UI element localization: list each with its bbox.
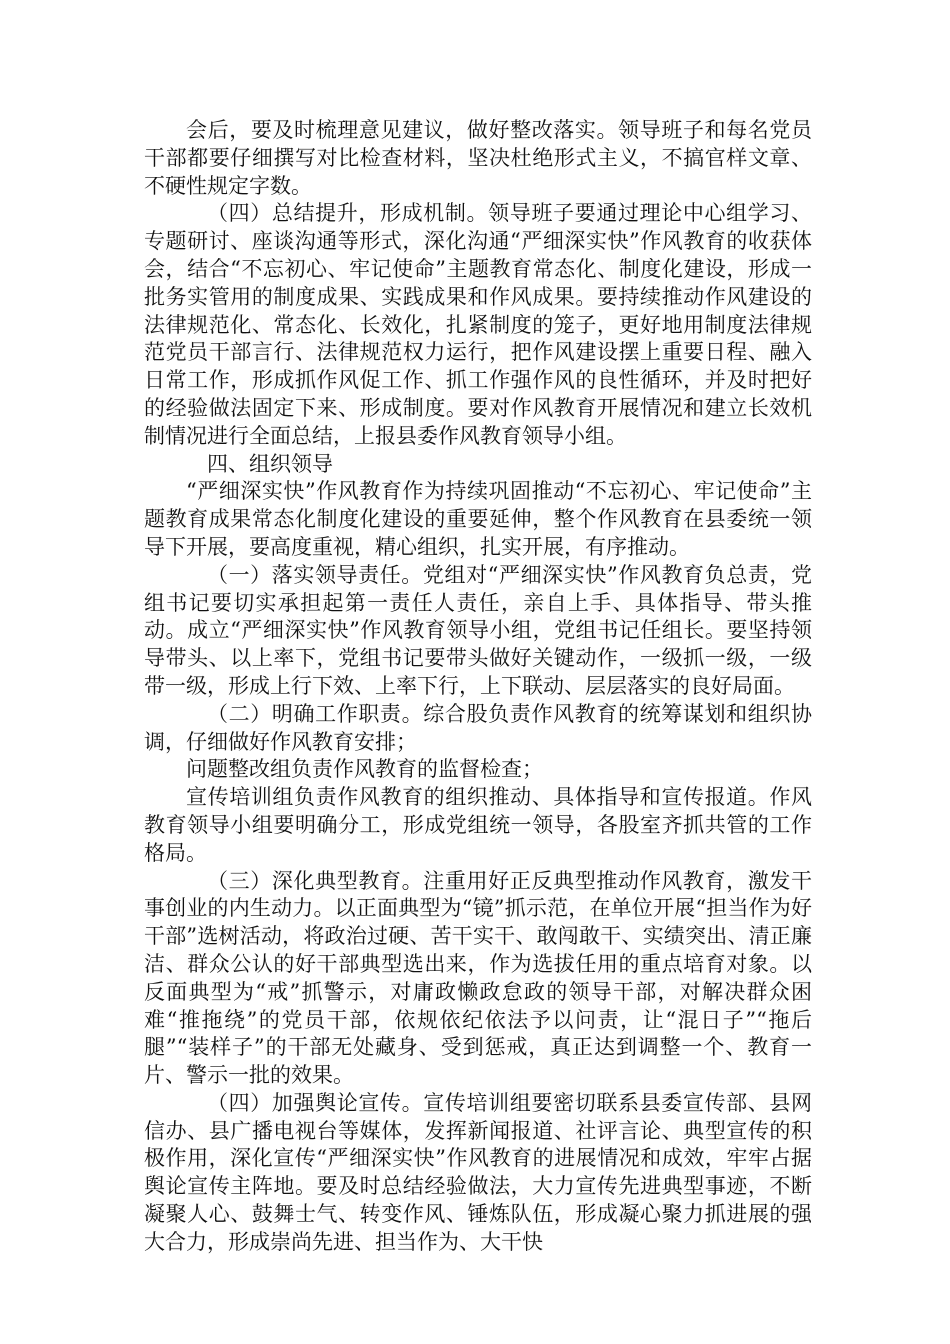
paragraph-work-duties: （二）明确工作职责。综合股负责作风教育的统筹谋划和组织协调，仔细做好作风教育安排； [144,701,812,754]
paragraph-meeting-followup: 会后，要及时梳理意见建议，做好整改落实。领导班子和每名党员干部都要仔细撰写对比检查材料，坚决杜绝形式主义，不搞官样文章、不硬性规定字数。 [144,118,812,198]
document-body [144,117,812,1257]
paragraph-publicity-group: 宣传培训组负责作风教育的组织推动、具体指导和宣传报道。作风教育领导小组要明确分工，形成党组统一领导，各股室齐抓共管的工作格局。 [144,785,812,865]
paragraph-rectification-group: 问题整改组负责作风教育的监督检查； [186,757,543,782]
paragraph-public-opinion: （四）加强舆论宣传。宣传培训组要密切联系县委宣传部、县网信办、县广播电视台等媒体，发挥新闻报道、社评言论、典型宣传的积极作用，深化宣传“严细深实快”作风教育的进展情况和成效，牢牢占据舆论宣传主阵地。要及时总结经验做法，大力宣传先进典型事迹，不断凝聚人心、鼓舞士气、转变作风、锤炼队伍，形成凝心聚力抓进展的强大合力，形成崇尚先进、担当作为、大干快 [144,1090,812,1254]
paragraph-leadership-responsibility: （一）落实领导责任。党组对“严细深实快”作风教育负总责，党组书记要切实承担起第一责任人责任，亲自上手、具体指导、带头推动。成立“严细深实快”作风教育领导小组，党组书记任组长。要坚持领导带头、以上率下，党组书记要带头做好关键动作，一级抓一级，一级带一级，形成上行下效、上率下行，上下联动、层层落实的良好局面。 [144,562,812,698]
paragraph-summary-mechanism: （四）总结提升，形成机制。领导班子要通过理论中心组学习、专题研讨、座谈沟通等形式，深化沟通“严细深实快”作风教育的收获体会，结合“不忘初心、牢记使命”主题教育常态化、制度化建设，形成一批务实管用的制度成果、实践成果和作风成果。要持续推动作风建设的法律规范化、常态化、长效化，扎紧制度的笼子，更好地用制度法律规范党员干部言行、法律规范权力运行，把作风建设摆上重要日程、融入日常工作，形成抓作风促工作、抓工作强作风的良性循环，并及时把好的经验做法固定下来、形成制度。要对作风教育开展情况和建立长效机制情况进行全面总结，上报县委作风教育领导小组。 [144,201,812,448]
paragraph-organization-intro: “严细深实快”作风教育作为持续巩固推动“不忘初心、牢记使命”主题教育成果常态化制度化建设的重要延伸，整个作风教育在县委统一领导下开展，要高度重视，精心组织，扎实开展，有序推动。 [144,479,812,559]
section-heading-organization: 四、组织领导 [207,451,333,476]
paragraph-typical-education: （三）深化典型教育。注重用好正反典型推动作风教育，激发干事创业的内生动力。以正面典型为“镜”抓示范，在单位开展“担当作为好干部”选树活动，将政治过硬、苦干实干、敢闯敢干、实绩突出、清正廉洁、群众公认的好干部典型选出来，作为选拔任用的重点培育对象。以反面典型为“戒”抓警示，对庸政懒政怠政的领导干部，对解决群众困难“推拖绕”的党员干部，依规依纪依法予以问责，让“混日子”“拖后腿”“装样子”的干部无处藏身、受到惩戒，真正达到调整一个、教育一片、警示一批的效果。 [144,868,812,1088]
